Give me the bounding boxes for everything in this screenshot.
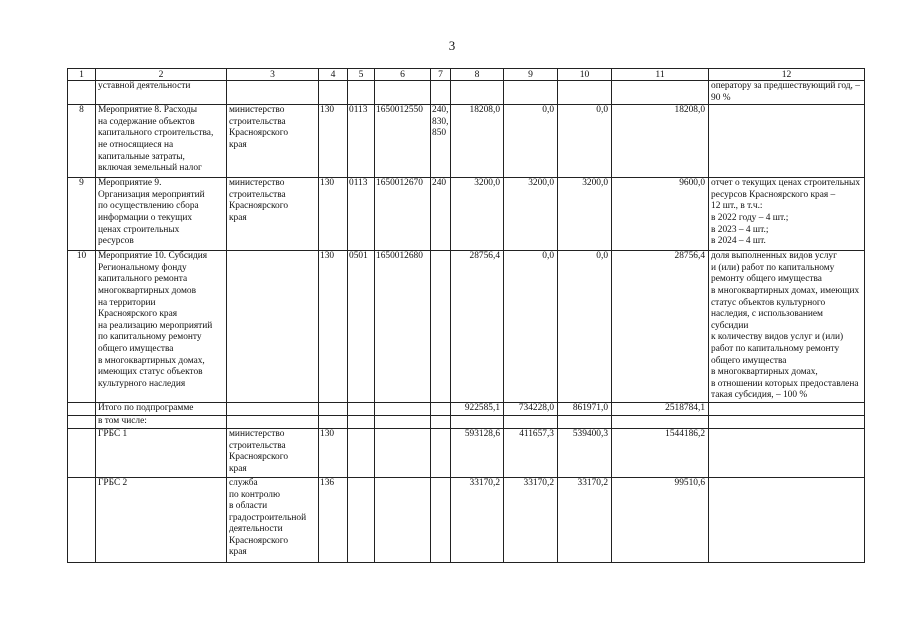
cell-target-code: [375, 402, 431, 415]
table-row: [68, 81, 865, 105]
cell-amount-total: 18208,0: [612, 105, 709, 178]
cell-activity: Итого по подпрограмме: [96, 402, 227, 415]
cell-amount-total: 1544186,2: [612, 428, 709, 477]
cell-amount-2024: [558, 81, 612, 105]
cell-grbs-code: 130: [319, 178, 348, 251]
cell-expected-result: [709, 415, 865, 428]
cell-executor: служба по контролю в области градостроительной деятельности Красноярского края: [227, 477, 319, 562]
cell-amount-2022: 922585,1: [451, 402, 504, 415]
cell-section-code: 0113: [348, 105, 375, 178]
cell-expense-code: [431, 81, 451, 105]
cell-executor: министерство строительства Красноярского края: [227, 428, 319, 477]
cell-amount-total: 2518784,1: [612, 402, 709, 415]
cell-section-code: 0113: [348, 178, 375, 251]
cell-amount-2024: [558, 415, 612, 428]
cell-expected-result: [709, 105, 865, 178]
cell-index: [68, 428, 96, 477]
cell-executor: [227, 415, 319, 428]
cell-amount-2023: 734228,0: [504, 402, 558, 415]
cell-activity: уставной деятельности: [96, 81, 227, 105]
cell-amount-2023: 33170,2: [504, 477, 558, 562]
column-header: 6: [375, 69, 431, 81]
cell-expense-code: [431, 428, 451, 477]
cell-target-code: 1650012670: [375, 178, 431, 251]
cell-target-code: [375, 415, 431, 428]
cell-section-code: [348, 428, 375, 477]
cell-activity: Мероприятие 9. Организация мероприятий по осуществлению сбора информации о текущих ценах строительных ресурсов: [96, 178, 227, 251]
cell-expense-code: [431, 251, 451, 403]
column-header: 5: [348, 69, 375, 81]
cell-expected-result: [709, 477, 865, 562]
column-header: 1: [68, 69, 96, 81]
table-row: [68, 415, 865, 428]
cell-grbs-code: 130: [319, 428, 348, 477]
cell-target-code: [375, 428, 431, 477]
cell-section-code: [348, 415, 375, 428]
cell-section-code: [348, 402, 375, 415]
cell-index: [68, 81, 96, 105]
column-header: 12: [709, 69, 865, 81]
cell-amount-2022: [451, 415, 504, 428]
cell-expected-result: [709, 402, 865, 415]
cell-index: 8: [68, 105, 96, 178]
cell-amount-2024: 33170,2: [558, 477, 612, 562]
cell-activity: ГРБС 2: [96, 477, 227, 562]
budget-table: [67, 68, 865, 563]
cell-amount-2023: 0,0: [504, 251, 558, 403]
column-header: 7: [431, 69, 451, 81]
cell-grbs-code: [319, 81, 348, 105]
cell-target-code: 1650012680: [375, 251, 431, 403]
cell-target-code: 1650012550: [375, 105, 431, 178]
cell-executor: министерство строительства Красноярского края: [227, 178, 319, 251]
column-header: 10: [558, 69, 612, 81]
cell-amount-2022: 593128,6: [451, 428, 504, 477]
column-header: 3: [227, 69, 319, 81]
cell-amount-2022: 3200,0: [451, 178, 504, 251]
column-header: 4: [319, 69, 348, 81]
cell-amount-2023: 3200,0: [504, 178, 558, 251]
table-row: [68, 178, 865, 251]
cell-activity: ГРБС 1: [96, 428, 227, 477]
cell-expected-result: доля выполненных видов услуг и (или) работ по капитальному ремонту общего имущества в многоквартирных домах, имеющих статус объектов культурного наследия, с использованием субсидии к количеству видов услуг и (или) работ по капитальному ремонту общего имущества в многоквартирных домах, в отношении которых предоставлена такая субсидия, – 100 %: [709, 251, 865, 403]
cell-executor: министерство строительства Красноярского края: [227, 105, 319, 178]
cell-amount-2024: 539400,3: [558, 428, 612, 477]
cell-amount-2022: 28756,4: [451, 251, 504, 403]
cell-section-code: [348, 81, 375, 105]
column-header: 9: [504, 69, 558, 81]
cell-activity: Мероприятие 8. Расходы на содержание объектов капитального строительства, не относящиеся на капитальные затраты, включая земельный налог: [96, 105, 227, 178]
cell-expense-code: 240, 830, 850: [431, 105, 451, 178]
cell-amount-2024: 0,0: [558, 251, 612, 403]
table-row: [68, 428, 865, 477]
cell-amount-2023: 411657,3: [504, 428, 558, 477]
cell-expense-code: [431, 477, 451, 562]
cell-amount-2023: 0,0: [504, 105, 558, 178]
cell-target-code: [375, 477, 431, 562]
cell-expected-result: [709, 428, 865, 477]
cell-activity: в том числе:: [96, 415, 227, 428]
table-row: [68, 105, 865, 178]
cell-amount-2023: [504, 81, 558, 105]
cell-grbs-code: 130: [319, 251, 348, 403]
cell-activity: Мероприятие 10. Субсидия Региональному фонду капитального ремонта многоквартирных домов на территории Красноярского края на реализацию мероприятий по капитальному ремонту общего имущества в многоквартирных домах, имеющих статус объектов культурного наследия: [96, 251, 227, 403]
cell-expense-code: [431, 415, 451, 428]
cell-amount-total: 28756,4: [612, 251, 709, 403]
cell-amount-total: [612, 81, 709, 105]
cell-executor: [227, 251, 319, 403]
cell-amount-total: [612, 415, 709, 428]
cell-amount-total: 99510,6: [612, 477, 709, 562]
table-row: [68, 477, 865, 562]
cell-amount-2023: [504, 415, 558, 428]
column-header: 11: [612, 69, 709, 81]
cell-grbs-code: 130: [319, 105, 348, 178]
page-number: 3: [448, 38, 456, 53]
column-header: 2: [96, 69, 227, 81]
cell-amount-2024: 0,0: [558, 105, 612, 178]
cell-section-code: 0501: [348, 251, 375, 403]
table-row: [68, 251, 865, 403]
column-header: 8: [451, 69, 504, 81]
cell-expense-code: [431, 402, 451, 415]
cell-index: 10: [68, 251, 96, 403]
cell-amount-2024: 3200,0: [558, 178, 612, 251]
cell-index: [68, 402, 96, 415]
cell-expected-result: отчет о текущих ценах строительных ресурсов Красноярского края – 12 шт., в т.ч.: в 2022 году – 4 шт.; в 2023 – 4 шт.; в 2024 – 4 шт.: [709, 178, 865, 251]
cell-grbs-code: [319, 415, 348, 428]
cell-section-code: [348, 477, 375, 562]
cell-amount-total: 9600,0: [612, 178, 709, 251]
cell-grbs-code: 136: [319, 477, 348, 562]
cell-index: [68, 415, 96, 428]
column-number-row: [68, 69, 865, 81]
cell-amount-2022: 18208,0: [451, 105, 504, 178]
cell-expected-result: оператору за предшествующий год, – 90 %: [709, 81, 865, 105]
table-row-total: [68, 402, 865, 415]
cell-target-code: [375, 81, 431, 105]
cell-amount-2022: [451, 81, 504, 105]
cell-index: 9: [68, 178, 96, 251]
cell-grbs-code: [319, 402, 348, 415]
cell-index: [68, 477, 96, 562]
cell-amount-2024: 861971,0: [558, 402, 612, 415]
cell-expense-code: 240: [431, 178, 451, 251]
cell-amount-2022: 33170,2: [451, 477, 504, 562]
cell-executor: [227, 402, 319, 415]
cell-executor: [227, 81, 319, 105]
